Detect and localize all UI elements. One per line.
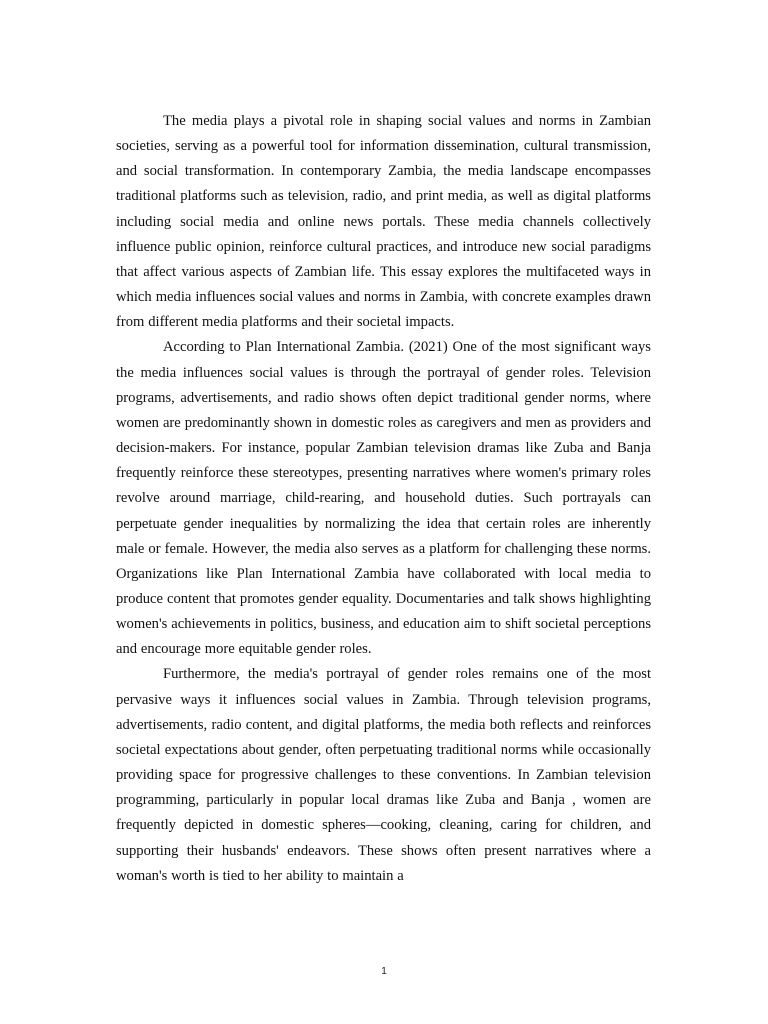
page-number: 1 (381, 966, 387, 977)
paragraph-introduction: The media plays a pivotal role in shaping social values and norms in Zambian societies, serving as a powerful tool for information dissemination, cultural transmission, and social transformation. In contemporary Zambia, the media landscape encompasses traditional platforms such as television, radio, and print media, as well as digital platforms including social media and online news portals. These media channels collectively influence public opinion, reinforce cultural practices, and introduce new social paradigms that affect various aspects of Zambian life. This essay explores the multifaceted ways in which media influences social values and norms in Zambia, with concrete examples drawn from different media platforms and their societal impacts. (116, 113, 651, 331)
paragraph-media-portrayal: Furthermore, the media's portrayal of gender roles remains one of the most pervasive ways it influences social values in Zambia. Through television programs, advertisements, radio content, and digital platforms, the media both reflects and reinforces societal expectations about gender, often perpetuating traditional norms while occasionally providing space for progressive challenges to these conventions. In Zambian television programming, particularly in popular local dramas like Zuba and Banja , women are frequently depicted in domestic spheres—cooking, cleaning, caring for children, and supporting their husbands' endeavors. These shows often present narratives where a woman's worth is tied to her ability to maintain a (116, 666, 651, 884)
document-body (116, 109, 651, 889)
paragraph-gender-roles: According to Plan International Zambia. (2021) One of the most significant ways the media influences social values is through the portrayal of gender roles. Television programs, advertisements, and radio shows often depict traditional gender norms, where women are predominantly shown in domestic roles as caregivers and men as providers and decision-makers. For instance, popular Zambian television dramas like Zuba and Banja frequently reinforce these stereotypes, presenting narratives where women's primary roles revolve around marriage, child-rearing, and household duties. Such portrayals can perpetuate gender inequalities by normalizing the idea that certain roles are inherently male or female. However, the media also serves as a platform for challenging these norms. Organizations like Plan International Zambia have collaborated with local media to produce content that promotes gender equality. Documentaries and talk shows highlighting women's achievements in politics, business, and education aim to shift societal perceptions and encourage more equitable gender roles. (116, 339, 651, 658)
